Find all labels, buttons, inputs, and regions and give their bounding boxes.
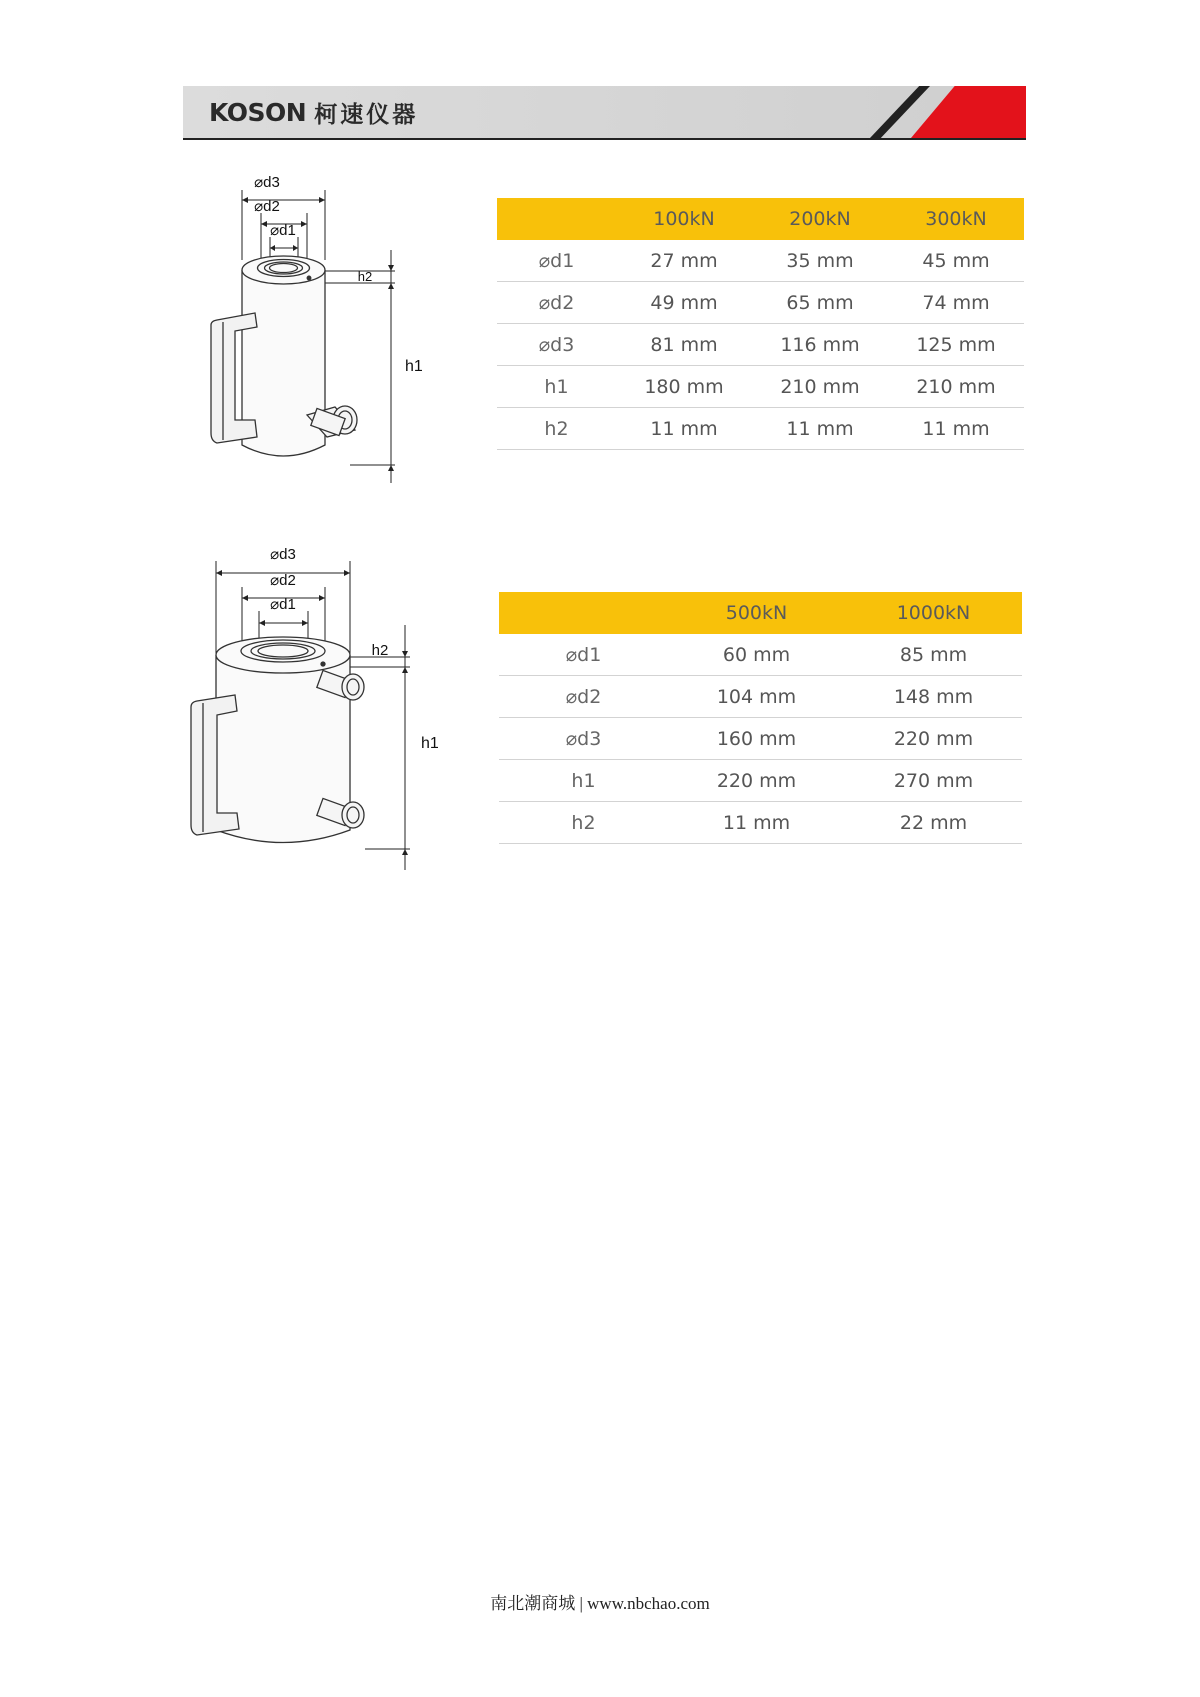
row-label: ⌀d1 [497, 240, 616, 282]
label-h1: h1 [421, 735, 439, 752]
table-cell: 81 mm [616, 324, 752, 366]
table-cell: 11 mm [752, 408, 888, 450]
table-row [497, 240, 1024, 282]
label-d2: ⌀d2 [270, 572, 296, 589]
brand-name-cn: 柯速仪器 [314, 101, 419, 128]
cylinder-diagram-1 [195, 175, 435, 485]
table-header-cell: 500kN [668, 592, 845, 634]
spec-table-1 [497, 198, 1024, 450]
table-cell: 11 mm [888, 408, 1024, 450]
header-red-accent [911, 86, 1026, 138]
table-cell: 160 mm [668, 718, 845, 760]
table-row [497, 366, 1024, 408]
cylinder-diagram-2 [185, 545, 445, 875]
table-cell: 49 mm [616, 282, 752, 324]
table-cell: 116 mm [752, 324, 888, 366]
label-h1: h1 [405, 358, 423, 375]
table-row [499, 802, 1022, 844]
table-cell: 11 mm [668, 802, 845, 844]
table-header-cell: 100kN [616, 198, 752, 240]
brand-name: KOSON [209, 97, 307, 127]
row-label: h2 [497, 408, 616, 450]
table-header-cell: 1000kN [845, 592, 1022, 634]
table-cell: 35 mm [752, 240, 888, 282]
table-cell: 210 mm [752, 366, 888, 408]
table-cell: 180 mm [616, 366, 752, 408]
table-cell: 27 mm [616, 240, 752, 282]
table-cell: 65 mm [752, 282, 888, 324]
table-header-cell: 300kN [888, 198, 1024, 240]
table-cell: 22 mm [845, 802, 1022, 844]
label-d3: ⌀d3 [270, 546, 296, 563]
table-row [497, 324, 1024, 366]
table-row [499, 676, 1022, 718]
cylinder-drawing-2 [185, 545, 445, 875]
table-cell: 210 mm [888, 366, 1024, 408]
cylinder-drawing-1 [195, 175, 435, 485]
label-d3: ⌀d3 [254, 174, 280, 191]
spec-table-2 [499, 592, 1022, 844]
row-label: ⌀d3 [499, 718, 668, 760]
table-cell: 60 mm [668, 634, 845, 676]
table-cell: 74 mm [888, 282, 1024, 324]
row-label: ⌀d1 [499, 634, 668, 676]
row-label: h2 [499, 802, 668, 844]
table-cell: 220 mm [668, 760, 845, 802]
table-cell: 85 mm [845, 634, 1022, 676]
page-footer: 南北潮商城 | www.nbchao.com [490, 1594, 710, 1613]
table-header-cell: 200kN [752, 198, 888, 240]
label-d2: ⌀d2 [254, 198, 280, 215]
table-cell: 11 mm [616, 408, 752, 450]
table-cell: 45 mm [888, 240, 1024, 282]
brand-logo [209, 96, 418, 128]
spec-table-2-header [499, 592, 1022, 634]
table-cell: 125 mm [888, 324, 1024, 366]
row-label: h1 [497, 366, 616, 408]
table-cell: 220 mm [845, 718, 1022, 760]
row-label: ⌀d2 [497, 282, 616, 324]
table-header-cell [497, 198, 616, 240]
table-cell: 148 mm [845, 676, 1022, 718]
table-cell: 270 mm [845, 760, 1022, 802]
page-header [183, 86, 1026, 140]
table-row [499, 760, 1022, 802]
table-row [499, 634, 1022, 676]
label-d1: ⌀d1 [270, 596, 296, 613]
label-h2: h2 [357, 269, 373, 284]
table-cell: 104 mm [668, 676, 845, 718]
label-h2: h2 [371, 642, 389, 659]
row-label: ⌀d2 [499, 676, 668, 718]
label-d1: ⌀d1 [270, 222, 296, 239]
row-label: ⌀d3 [497, 324, 616, 366]
table-row [497, 282, 1024, 324]
table-header-cell [499, 592, 668, 634]
table-row [497, 408, 1024, 450]
spec-table-1-header [497, 198, 1024, 240]
table-row [499, 718, 1022, 760]
row-label: h1 [499, 760, 668, 802]
